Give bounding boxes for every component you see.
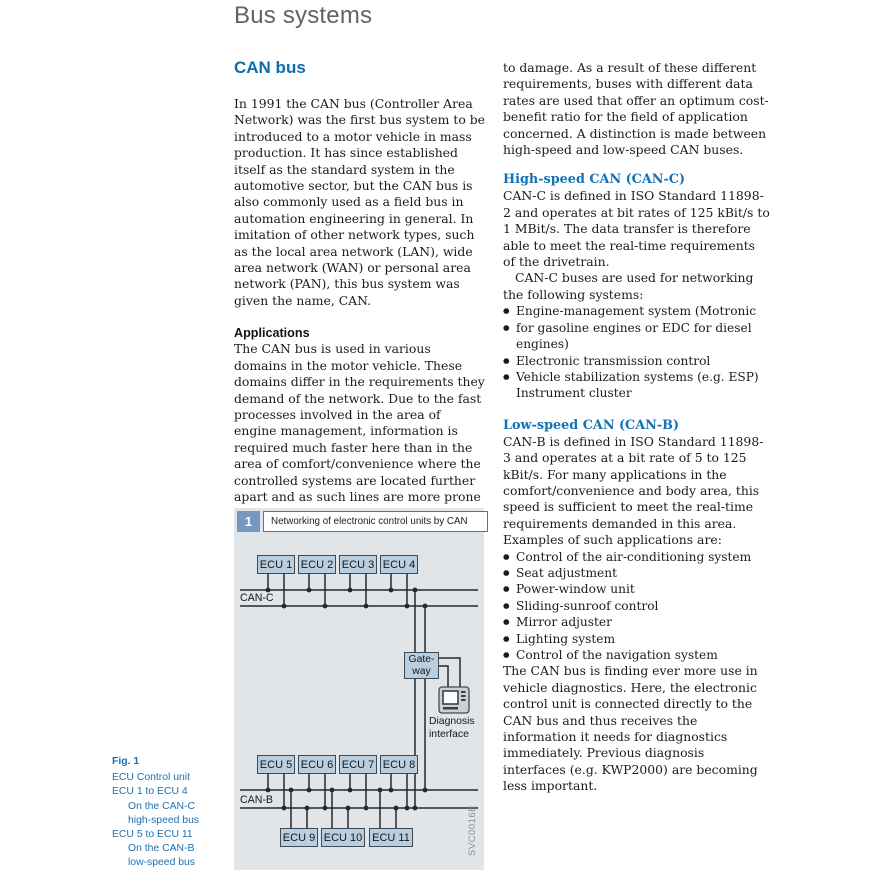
gateway-box (404, 652, 439, 679)
article-heading: CAN bus (234, 58, 306, 77)
bullet-icon (503, 385, 516, 401)
diagnosis-label: Diagnosis interface (429, 716, 475, 740)
bullet-icon: ● (503, 617, 510, 627)
bullet-item: ● Mirror adjuster (503, 615, 612, 630)
lowspeed-paragraph: CAN-B is defined in ISO Standard 11898-3 and operates at a bit rate of 5 to 125 kBit/s. For many applications in the comfort/convenience and body area, this speed is sufficient to meet the real-time requirements demanded in this area. Examples of such applications are: (503, 433, 764, 548)
caption-line: ECU Control unit (112, 772, 190, 784)
gateway-label-line2: way (412, 665, 431, 677)
bullet-item: ● Seat adjustment (503, 565, 617, 580)
bullet-list-canb (503, 549, 770, 664)
caption-title: Fig. 1 (112, 756, 140, 767)
highspeed-usage-paragraph: CAN-C buses are used for networking the following systems: (503, 270, 754, 302)
ecu-box: ECU 8 (380, 755, 418, 774)
page-title: Bus systems (234, 2, 373, 29)
bullet-item: ● Vehicle stabilization systems (e.g. ESP) (503, 369, 759, 384)
bullet-icon: ● (503, 355, 510, 365)
continuation-paragraph: to damage. As a result of these different requirements, buses with different data rates are used that offer an optimum cost-benefit ratio for the field of application concerned. A distinction is made between high-speed and low-speed CAN buses. (503, 60, 769, 158)
bullet-list-canc (503, 303, 770, 401)
diagnostics-paragraph: The CAN bus is finding ever more use in vehicle diagnostics. Here, the electronic control unit is connected directly to the CAN bus and thus receives the information it needs for diagnostics immediately. Previous diagnosis interfaces (e.g. KWP2000) are becoming less important. (503, 663, 758, 794)
bullet-icon: ● (503, 584, 510, 594)
bullet-icon: ● (503, 322, 510, 332)
bullet-icon: ● (503, 650, 510, 659)
applications-paragraph: The CAN bus is used in various domains in the motor vehicle. These domains differ in the requirements they demand of the network. Due to the fast processes involved in the area of engine management, information is required much faster here than in the area of comfort/convenience where the controlled systems are located further apart and as such lines are more prone (234, 341, 485, 504)
right-column (503, 60, 770, 795)
caption-line: low-speed bus (128, 857, 196, 869)
applications-heading: Applications (234, 326, 310, 341)
highspeed-paragraph: CAN-C is defined in ISO Standard 11898-2 and operates at bit rates of 125 kBit/s to 1 MBit/s. The data transfer is therefore able to meet the real-time requirements of the drivetrain. (503, 188, 770, 270)
intro-paragraph: In 1991 the CAN bus (Controller Area Network) was the first bus system to be introduced to a motor vehicle in mass production. It has since established itself as the standard system in the automotive sector, but the CAN bus is also commonly used as a field bus in automation engineering in general. In imitation of other network types, such as the local area network (LAN), wide area network (WAN) or personal area network (PAN), this bus system was given the name, CAN. (234, 96, 485, 308)
bullet-icon: ● (503, 551, 510, 561)
ecu-box: ECU 1 (257, 555, 295, 574)
gateway-label-line1: Gate- (408, 654, 435, 665)
figure-title: Networking of electronic control units by CAN (263, 511, 488, 532)
canc-bus-label: CAN-C (240, 592, 274, 604)
bullet-item: ● for gasoline engines or EDC for diesel engines) (503, 320, 752, 352)
bullet-icon: ● (503, 306, 510, 316)
ecu-box: ECU 4 (380, 555, 418, 574)
bullet-item: ● Electronic transmission control (503, 353, 711, 368)
figure (234, 508, 484, 870)
caption-line: ECU 5 to ECU 11 (112, 829, 193, 841)
figure-watermark: SVC0016E (467, 804, 478, 856)
ecu-box: ECU 11 (369, 828, 413, 847)
bullet-item: ● Control of the navigation system (503, 648, 718, 662)
ecu-box: ECU 2 (298, 555, 336, 574)
bullet-icon: ● (503, 567, 510, 577)
ecu-box: ECU 10 (321, 828, 365, 847)
bullet-item: ● Engine-management system (Motronic (503, 304, 757, 319)
caption-line: high-speed bus (128, 814, 200, 826)
highspeed-heading: High-speed CAN (CAN-C) (503, 172, 686, 188)
bullet-icon: ● (503, 633, 510, 643)
ecu-box: ECU 5 (257, 755, 295, 774)
caption-line: On the CAN-C (128, 800, 195, 812)
ecu-box: ECU 3 (339, 555, 377, 574)
bullet-item: Instrument cluster (503, 385, 770, 401)
ecu-box: ECU 6 (298, 755, 336, 774)
canb-bus-label: CAN-B (240, 794, 273, 806)
figure-caption (112, 755, 230, 871)
bullet-item: ● Lighting system (503, 631, 616, 646)
diagnosis-device-icon (439, 687, 469, 713)
lowspeed-heading: Low-speed CAN (CAN-B) (503, 417, 680, 433)
figure-number-badge: 1 (237, 511, 260, 532)
caption-line: On the CAN-B (128, 843, 195, 855)
junction-dots (266, 588, 431, 811)
bullet-item: ● Power-window unit (503, 582, 635, 597)
bullet-icon: ● (503, 600, 510, 610)
bullet-item: ● Sliding-sunroof control (503, 598, 659, 613)
caption-line: ECU 1 to ECU 4 (112, 786, 188, 798)
bullet-item: ● Control of the air-conditioning system (503, 549, 752, 564)
ecu-box: ECU 7 (339, 755, 377, 774)
ecu-box: ECU 9 (280, 828, 318, 847)
left-column (234, 58, 487, 505)
bullet-icon: ● (503, 371, 510, 381)
